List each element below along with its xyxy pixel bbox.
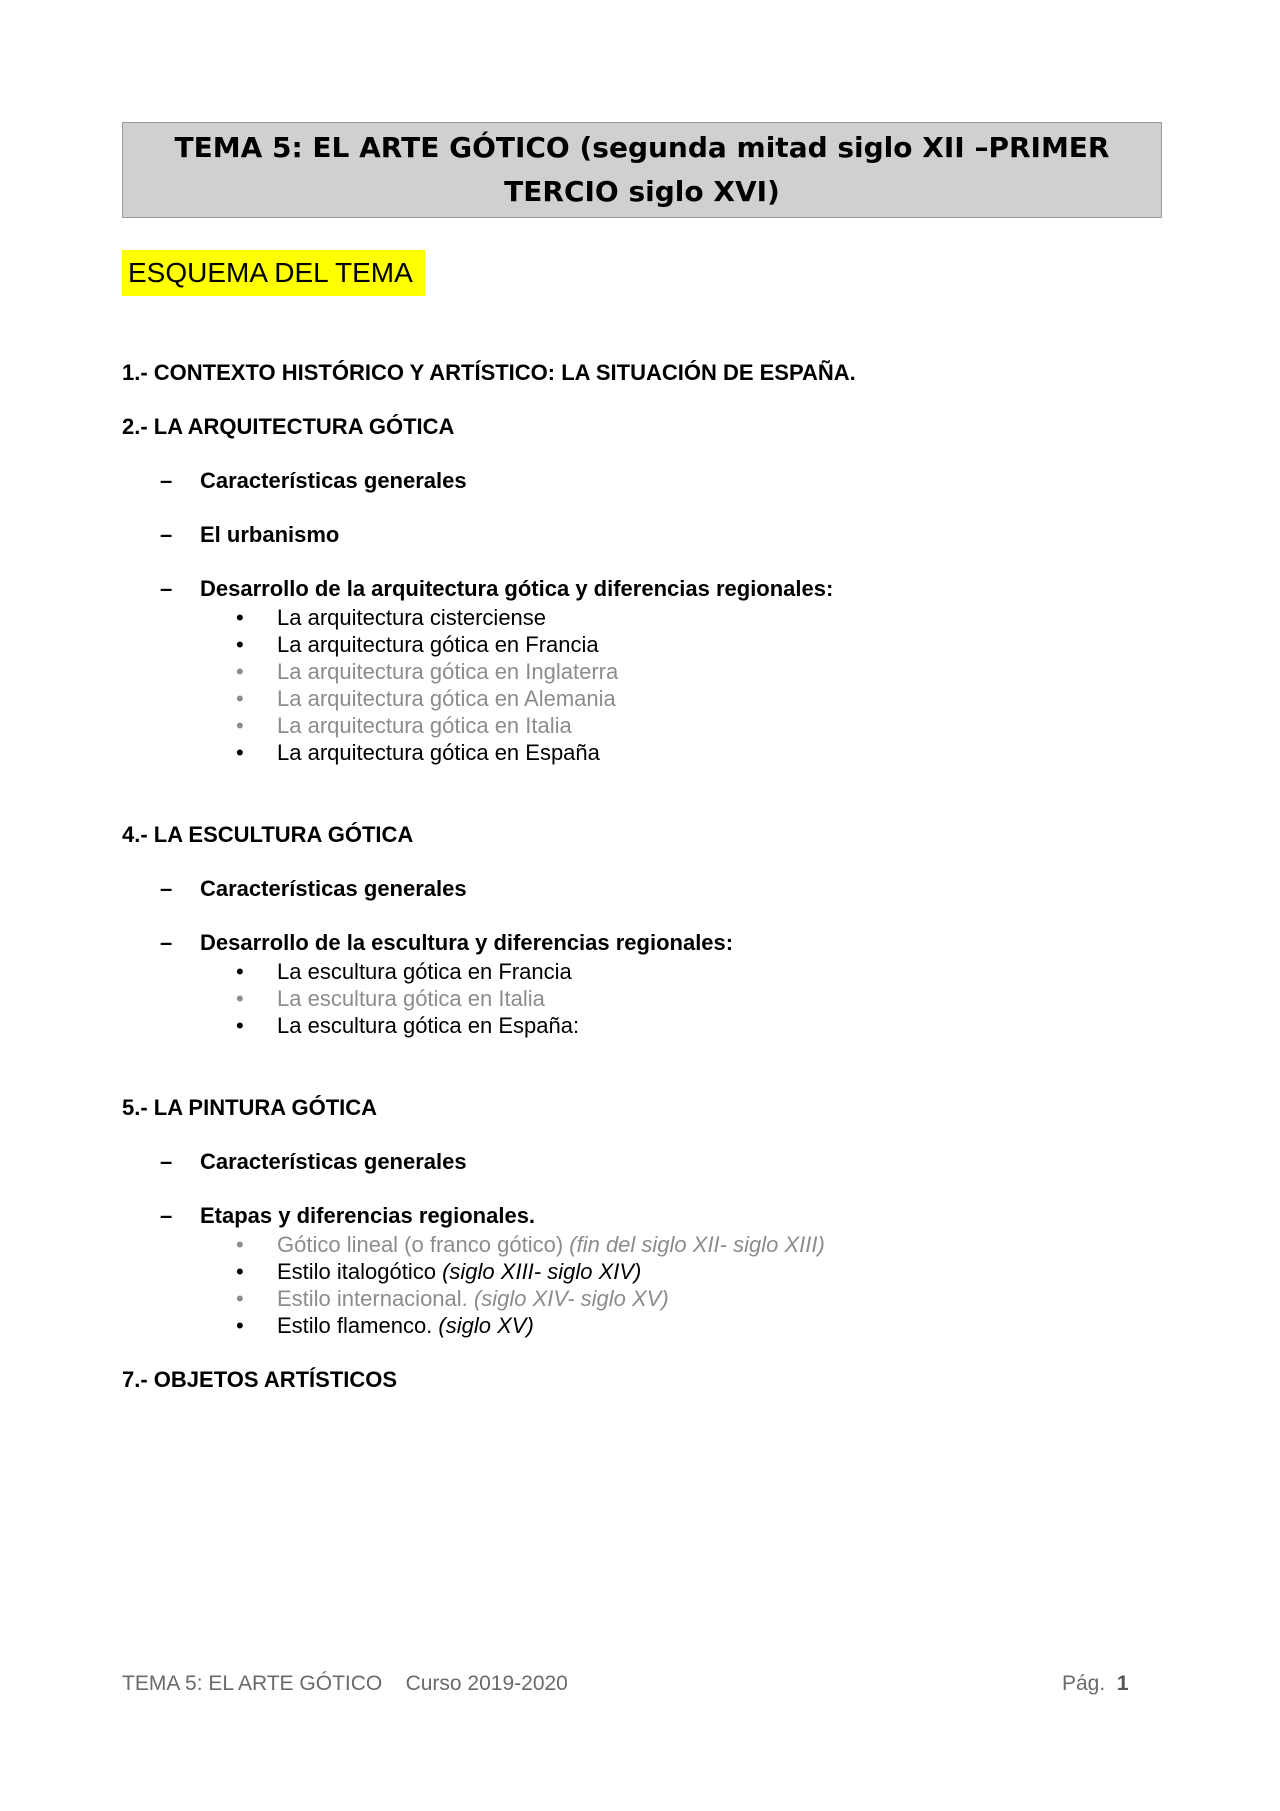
bullet-item: • La arquitectura gótica en España: [236, 740, 600, 765]
bullet-item: • La arquitectura gótica en Italia: [236, 713, 572, 738]
section-4-sub-1: – Características generales: [160, 876, 467, 901]
footer-title: TEMA 5: EL ARTE GÓTICO: [122, 1672, 383, 1695]
bullet-item: • Estilo flamenco. (siglo XV): [236, 1313, 534, 1338]
scheme-heading: ESQUEMA DEL TEMA: [122, 250, 425, 296]
section-4-sub-2: – Desarrollo de la escultura y diferencias regionales:: [160, 930, 734, 955]
section-2-sub-3: – Desarrollo de la arquitectura gótica y diferencias regionales:: [160, 576, 834, 601]
section-5-sub-2: – Etapas y diferencias regionales.: [160, 1203, 536, 1228]
section-2-sub-1: – Características generales: [160, 468, 467, 493]
title-line-1: TEMA 5: EL ARTE GÓTICO (segunda mitad siglo XII –PRIMER: [174, 131, 1110, 164]
section-5-sub-1: – Características generales: [160, 1149, 467, 1174]
bullet-item: • La arquitectura gótica en Francia: [236, 632, 599, 657]
bullet-item: • La arquitectura cisterciense: [236, 605, 547, 630]
bullet-item: • Estilo internacional. (siglo XIV- siglo XV): [236, 1286, 669, 1311]
bullet-item: • La escultura gótica en España:: [236, 1013, 580, 1038]
section-5-heading: 5.- LA PINTURA GÓTICA: [122, 1095, 378, 1120]
section-2-heading: 2.- LA ARQUITECTURA GÓTICA: [122, 414, 455, 439]
bullet-item: • La arquitectura gótica en Alemania: [236, 686, 616, 711]
footer-left: [122, 1672, 568, 1696]
bullet-item: • Gótico lineal (o franco gótico) (fin del siglo XII- siglo XIII): [236, 1232, 825, 1257]
section-4-heading: 4.- LA ESCULTURA GÓTICA: [122, 822, 414, 847]
section-1-heading: 1.- CONTEXTO HISTÓRICO Y ARTÍSTICO: LA SITUACIÓN DE ESPAÑA.: [122, 360, 856, 385]
bullet-item: • La escultura gótica en Italia: [236, 986, 545, 1011]
title-line-2: TERCIO siglo XVI): [504, 175, 780, 208]
bullet-item: • La arquitectura gótica en Inglaterra: [236, 659, 619, 684]
page-number: 1: [1116, 1672, 1129, 1695]
bullet-item: • Estilo italogótico (siglo XIII- siglo XIV): [236, 1259, 642, 1284]
bullet-item: • La escultura gótica en Francia: [236, 959, 572, 984]
footer-page-label: Pág.: [1062, 1672, 1106, 1695]
section-2-sub-2: – El urbanismo: [160, 522, 340, 547]
footer-course: Curso 2019-2020: [405, 1672, 568, 1695]
title-box: [122, 122, 1162, 218]
section-7-heading: 7.- OBJETOS ARTÍSTICOS: [122, 1367, 398, 1392]
footer-page: [1062, 1672, 1129, 1696]
document-title: [137, 126, 1147, 214]
